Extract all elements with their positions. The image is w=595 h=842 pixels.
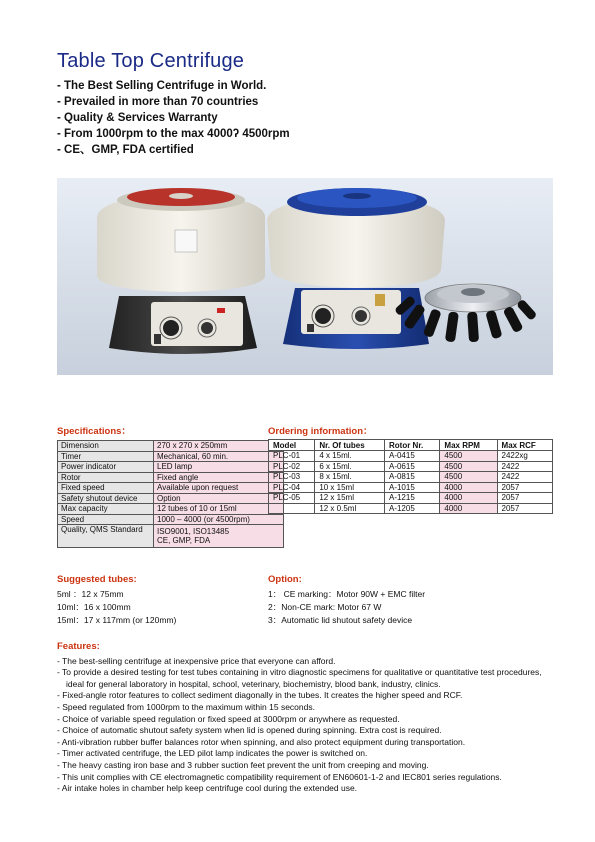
feature-item: - Air intake holes in chamber help keep centrifuge cool during the extended use. [57, 783, 358, 794]
feature-item: - Choice of variable speed regulation or fixed speed at 3000rpm or anywhere as requested. [57, 713, 400, 724]
table-row [58, 504, 284, 515]
highlight-item: - Prevailed in more than 70 countries [57, 96, 259, 108]
table-cell: 2057 [497, 493, 552, 504]
spec-label: Speed [58, 514, 154, 525]
suggested-tubes [57, 573, 176, 627]
table-row [269, 451, 553, 462]
features-section [57, 641, 547, 795]
table-cell: A-0815 [384, 472, 439, 483]
spec-label: Dimension [58, 441, 154, 452]
table-row [58, 462, 284, 473]
centrifuge-illustration [57, 178, 553, 375]
table-row [58, 483, 284, 494]
spec-label: Power indicator [58, 462, 154, 473]
table-cell: 4000 [440, 482, 497, 493]
spec-label: Fixed speed [58, 483, 154, 494]
feature-item: - The heavy casting iron base and 3 rubber suction feet prevent the unit from creeping and moving. [57, 759, 429, 770]
column-header: Max RPM [440, 440, 497, 451]
table-row [58, 514, 284, 525]
page-title: Table Top Centrifuge [57, 50, 245, 72]
table-cell: 4500 [440, 472, 497, 483]
table-row [58, 472, 284, 483]
table-cell: 4000 [440, 493, 497, 504]
table-cell: 6 x 15ml. [315, 461, 385, 472]
features-heading: Features: [57, 641, 100, 652]
feature-item: - This unit complies with CE electromagnetic compatibility requirement of EN60601-1-2 and IEC801 series regulations. [57, 771, 502, 782]
column-header: Max RCF [497, 440, 552, 451]
table-cell: 2422 [497, 472, 552, 483]
ordering-table [268, 439, 553, 514]
specifications-table [57, 440, 284, 548]
table-cell: PLC-02 [269, 461, 315, 472]
table-cell: 10 x 15ml [315, 482, 385, 493]
table-cell: PLC-05 [269, 493, 315, 504]
product-photo [57, 178, 553, 375]
highlight-item: - The Best Selling Centrifuge in World. [57, 80, 267, 92]
table-row [269, 472, 553, 483]
table-cell: A-1205 [384, 503, 439, 514]
spec-value: 270 x 270 x 250mm [154, 441, 284, 452]
table-cell: 12 x 0.5ml [315, 503, 385, 514]
table-cell: 4500 [440, 451, 497, 462]
column-header: Nr. Of tubes [315, 440, 385, 451]
spec-value-line: CE, GMP, FDA [157, 536, 211, 545]
spec-value: 12 tubes of 10 or 15ml [154, 504, 284, 515]
feature-item: - Timer activated centrifuge, the LED pilot lamp indicates the power is switched on. [57, 748, 368, 759]
highlight-item: - From 1000rpm to the max 4000ʔ 4500rpm [57, 128, 290, 140]
tube-item: 10ml：16 x 100mm [57, 602, 131, 612]
table-cell: 12 x 15ml [315, 493, 385, 504]
highlight-list [57, 78, 290, 158]
table-cell [269, 503, 315, 514]
centrifuge-red-lid [97, 188, 265, 354]
spec-label: Timer [58, 451, 154, 462]
table-row [269, 503, 553, 514]
ordering-heading: Ordering information： [268, 426, 373, 437]
table-cell: A-1215 [384, 493, 439, 504]
table-cell: 2422xg [497, 451, 552, 462]
table-cell: PLC-01 [269, 451, 315, 462]
spec-value: Available upon request [154, 483, 284, 494]
option-item: 3：Automatic lid shutout safety device [268, 615, 413, 625]
option-heading: Option: [268, 574, 302, 585]
spec-label: Quality, QMS Standard [58, 525, 154, 548]
table-row [269, 482, 553, 493]
tube-item: 15ml：17 x 117mm (or 120mm) [57, 615, 177, 625]
spec-value: 1000 – 4000 (or 4500rpm) [154, 514, 284, 525]
feature-item: - Choice of automatic shutout safety system when lid is opened during spinning. Extra cost is required. [57, 725, 442, 736]
table-cell: 2057 [497, 503, 552, 514]
table-row [269, 493, 553, 504]
table-cell: A-0415 [384, 451, 439, 462]
feature-item: - Anti-vibration rubber buffer balances rotor when spinning, and also protect equipment during transportation. [57, 736, 466, 747]
suggested-tubes-heading: Suggested tubes: [57, 574, 137, 585]
table-cell: 8 x 15ml. [315, 472, 385, 483]
table-cell: 4 x 15ml. [315, 451, 385, 462]
highlight-item: - CE、GMP, FDA certified [57, 144, 194, 156]
table-cell: PLC-03 [269, 472, 315, 483]
table-row [269, 461, 553, 472]
table-cell: A-1015 [384, 482, 439, 493]
table-cell: 4500 [440, 461, 497, 472]
column-header: Model [269, 440, 315, 451]
spec-value [154, 525, 284, 548]
spec-label: Rotor [58, 472, 154, 483]
centrifuge-blue-lid [267, 188, 445, 349]
table-row [58, 493, 284, 504]
table-cell: PLC-04 [269, 482, 315, 493]
spec-value: LED lamp [154, 462, 284, 473]
feature-item: - The best-selling centrifuge at inexpensive price that everyone can afford. [57, 655, 336, 666]
feature-item: - Fixed-angle rotor features to collect sediment diagonally in the tubes. It creates the higher speed and RCF. [57, 690, 463, 701]
table-row [58, 441, 284, 452]
option-item: 1： CE marking：Motor 90W + EMC filter [268, 589, 426, 599]
table-cell: A-0615 [384, 461, 439, 472]
feature-item: - Speed regulated from 1000rpm to the maximum within 15 seconds. [57, 701, 315, 712]
specifications-heading: Specifications： [57, 426, 131, 437]
table-header-row [269, 440, 553, 451]
spec-label: Safety shutout device [58, 493, 154, 504]
table-cell: 2057 [497, 482, 552, 493]
spec-value: Fixed angle [154, 472, 284, 483]
feature-item: - To provide a desired testing for test tubes containing in vitro diagnostic specimens for qualitative or quantitative test procedures, ideal for general laboratory in hospital, school, veterinary, biochemistry, blood bank, industry, clinics. [57, 667, 542, 689]
table-row [58, 451, 284, 462]
spec-value-line: ISO9001, ISO13485 [157, 527, 230, 536]
table-cell: 4000 [440, 503, 497, 514]
table-row [58, 525, 284, 548]
option-list [268, 573, 425, 627]
spec-value: Option [154, 493, 284, 504]
spec-label: Max capacity [58, 504, 154, 515]
highlight-item: - Quality & Services Warranty [57, 112, 218, 124]
spec-value: Mechanical, 60 min. [154, 451, 284, 462]
option-item: 2：Non-CE mark: Motor 67 W [268, 602, 382, 612]
table-cell: 2422 [497, 461, 552, 472]
tube-item: 5ml ：12 x 75mm [57, 589, 124, 599]
column-header: Rotor Nr. [384, 440, 439, 451]
